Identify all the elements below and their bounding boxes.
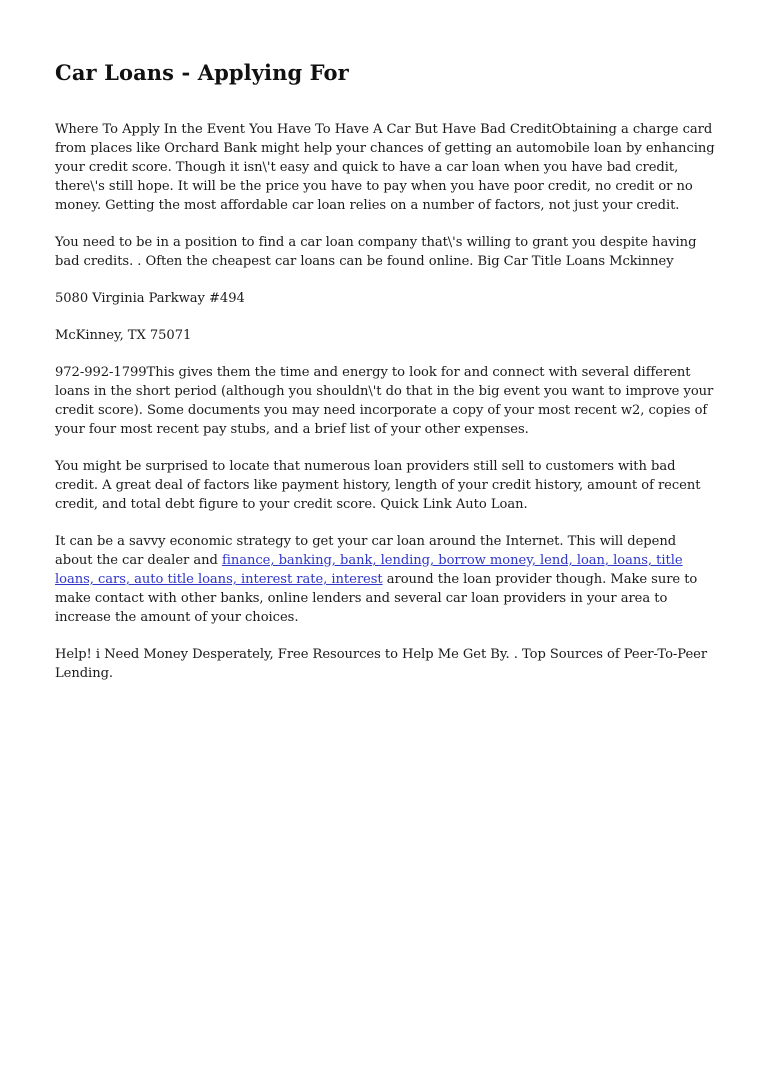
paragraph-address-city: McKinney, TX 75071 bbox=[55, 328, 192, 343]
paragraph-savvy-strategy-text-after: around the loan provider though. Make sure to make contact with other banks, online lenders and several car loan providers in your area to increase the amount of your choices. bbox=[55, 572, 698, 625]
keywords-link[interactable]: finance, banking, bank, lending, borrow money, lend, loan, loans, title loans, cars, auto title loans, interest rate, interest bbox=[55, 553, 683, 587]
paragraph-intro: Where To Apply In the Event You Have To Have A Car But Have Bad CreditObtaining a charge card from places like Orchard Bank might help your chances of getting an automobile loan by enhancing your credit score. Though it isn\'t easy and quick to have a car loan when you have bad credit, there\'s still hope. It will be the price you have to pay when you have poor credit, no credit or no money. Getting the most affordable car loan relies on a number of factors, not just your credit. bbox=[55, 122, 715, 213]
paragraph-phone-documents: 972-992-1799This gives them the time and energy to look for and connect with several different loans in the short period (although you shouldn\'t do that in the big event you want to improve your credit score). Some documents you may need incorporate a copy of your most recent w2, copies of your four most recent pay stubs, and a brief list of your other expenses. bbox=[55, 365, 714, 437]
paragraph-savvy-strategy-text-before: It can be a savvy economic strategy to get your car loan around the Internet. This will depend about the car dealer and bbox=[55, 534, 677, 568]
paragraph-address-street: 5080 Virginia Parkway #494 bbox=[55, 291, 245, 306]
paragraph-bad-credit: You might be surprised to locate that numerous loan providers still sell to customers with bad credit. A great deal of factors like payment history, length of your credit history, amount of recent credit, and total debt figure to your credit score. Quick Link Auto Loan. bbox=[55, 459, 701, 512]
document-title: Car Loans - Applying For bbox=[55, 60, 349, 85]
paragraph-closing: Help! i Need Money Desperately, Free Resources to Help Me Get By. . Top Sources of Peer-To-Peer Lending. bbox=[55, 647, 708, 681]
paragraph-car-loan-company: You need to be in a position to find a car loan company that\'s willing to grant you despite having bad credits. . Often the cheapest car loans can be found online. Big Car Title Loans Mckinney bbox=[55, 235, 697, 269]
document-page bbox=[55, 58, 715, 701]
paragraph-savvy-strategy bbox=[55, 532, 715, 627]
